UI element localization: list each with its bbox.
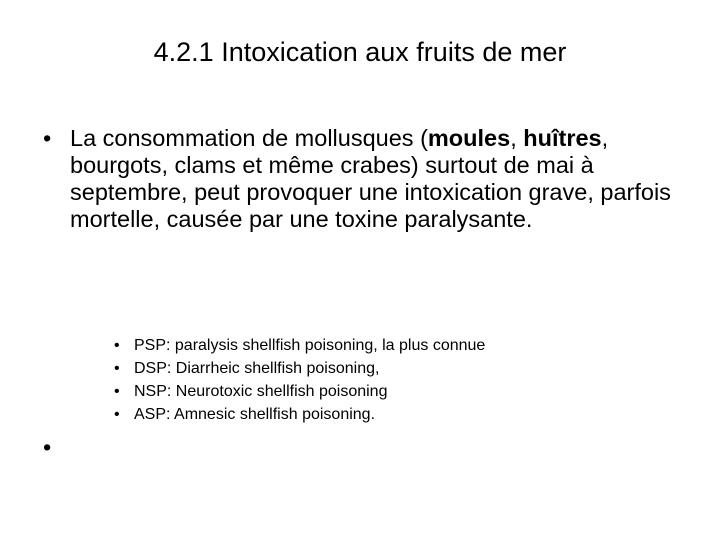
main-bullet-bold-huitres: huîtres xyxy=(523,125,602,151)
main-bullet-text-part1: La consommation de mollusques ( xyxy=(70,125,428,151)
sub-bullet-item xyxy=(114,380,714,403)
sub-bullet-item xyxy=(114,357,714,380)
bullet-marker: • xyxy=(114,383,120,400)
sub-bullet-list xyxy=(114,334,714,426)
bullet-marker: • xyxy=(114,337,120,354)
main-bullet-bold-moules: moules xyxy=(427,125,511,151)
main-bullet-text-part3: , bourgots, clams et même crabes) surtout de mai à septembre, peut provoquer une intoxication grave, parfois mortelle, causée par une toxine paralysante. xyxy=(70,125,671,232)
sub-bullet-text: DSP: Diarrheic shellfish poisoning, xyxy=(134,360,380,377)
slide-title: 4.2.1 Intoxication aux fruits de mer xyxy=(153,37,567,67)
bullet-marker: • xyxy=(43,125,52,151)
sub-bullet-text: NSP: Neurotoxic shellfish poisoning xyxy=(134,383,388,400)
sub-bullet-text: ASP: Amnesic shellfish poisoning. xyxy=(134,406,376,423)
bullet-marker: • xyxy=(114,406,120,423)
sub-bullet-item xyxy=(114,334,714,357)
sub-bullet-item xyxy=(114,403,714,426)
bullet-marker: • xyxy=(114,360,120,377)
empty-bullet xyxy=(43,434,51,461)
sub-bullet-text: PSP: paralysis shellfish poisoning, la plus connue xyxy=(134,337,486,354)
bullet-marker: • xyxy=(43,434,52,460)
main-bullet-text-part2: , xyxy=(510,125,524,151)
main-bullet-text xyxy=(70,125,690,233)
